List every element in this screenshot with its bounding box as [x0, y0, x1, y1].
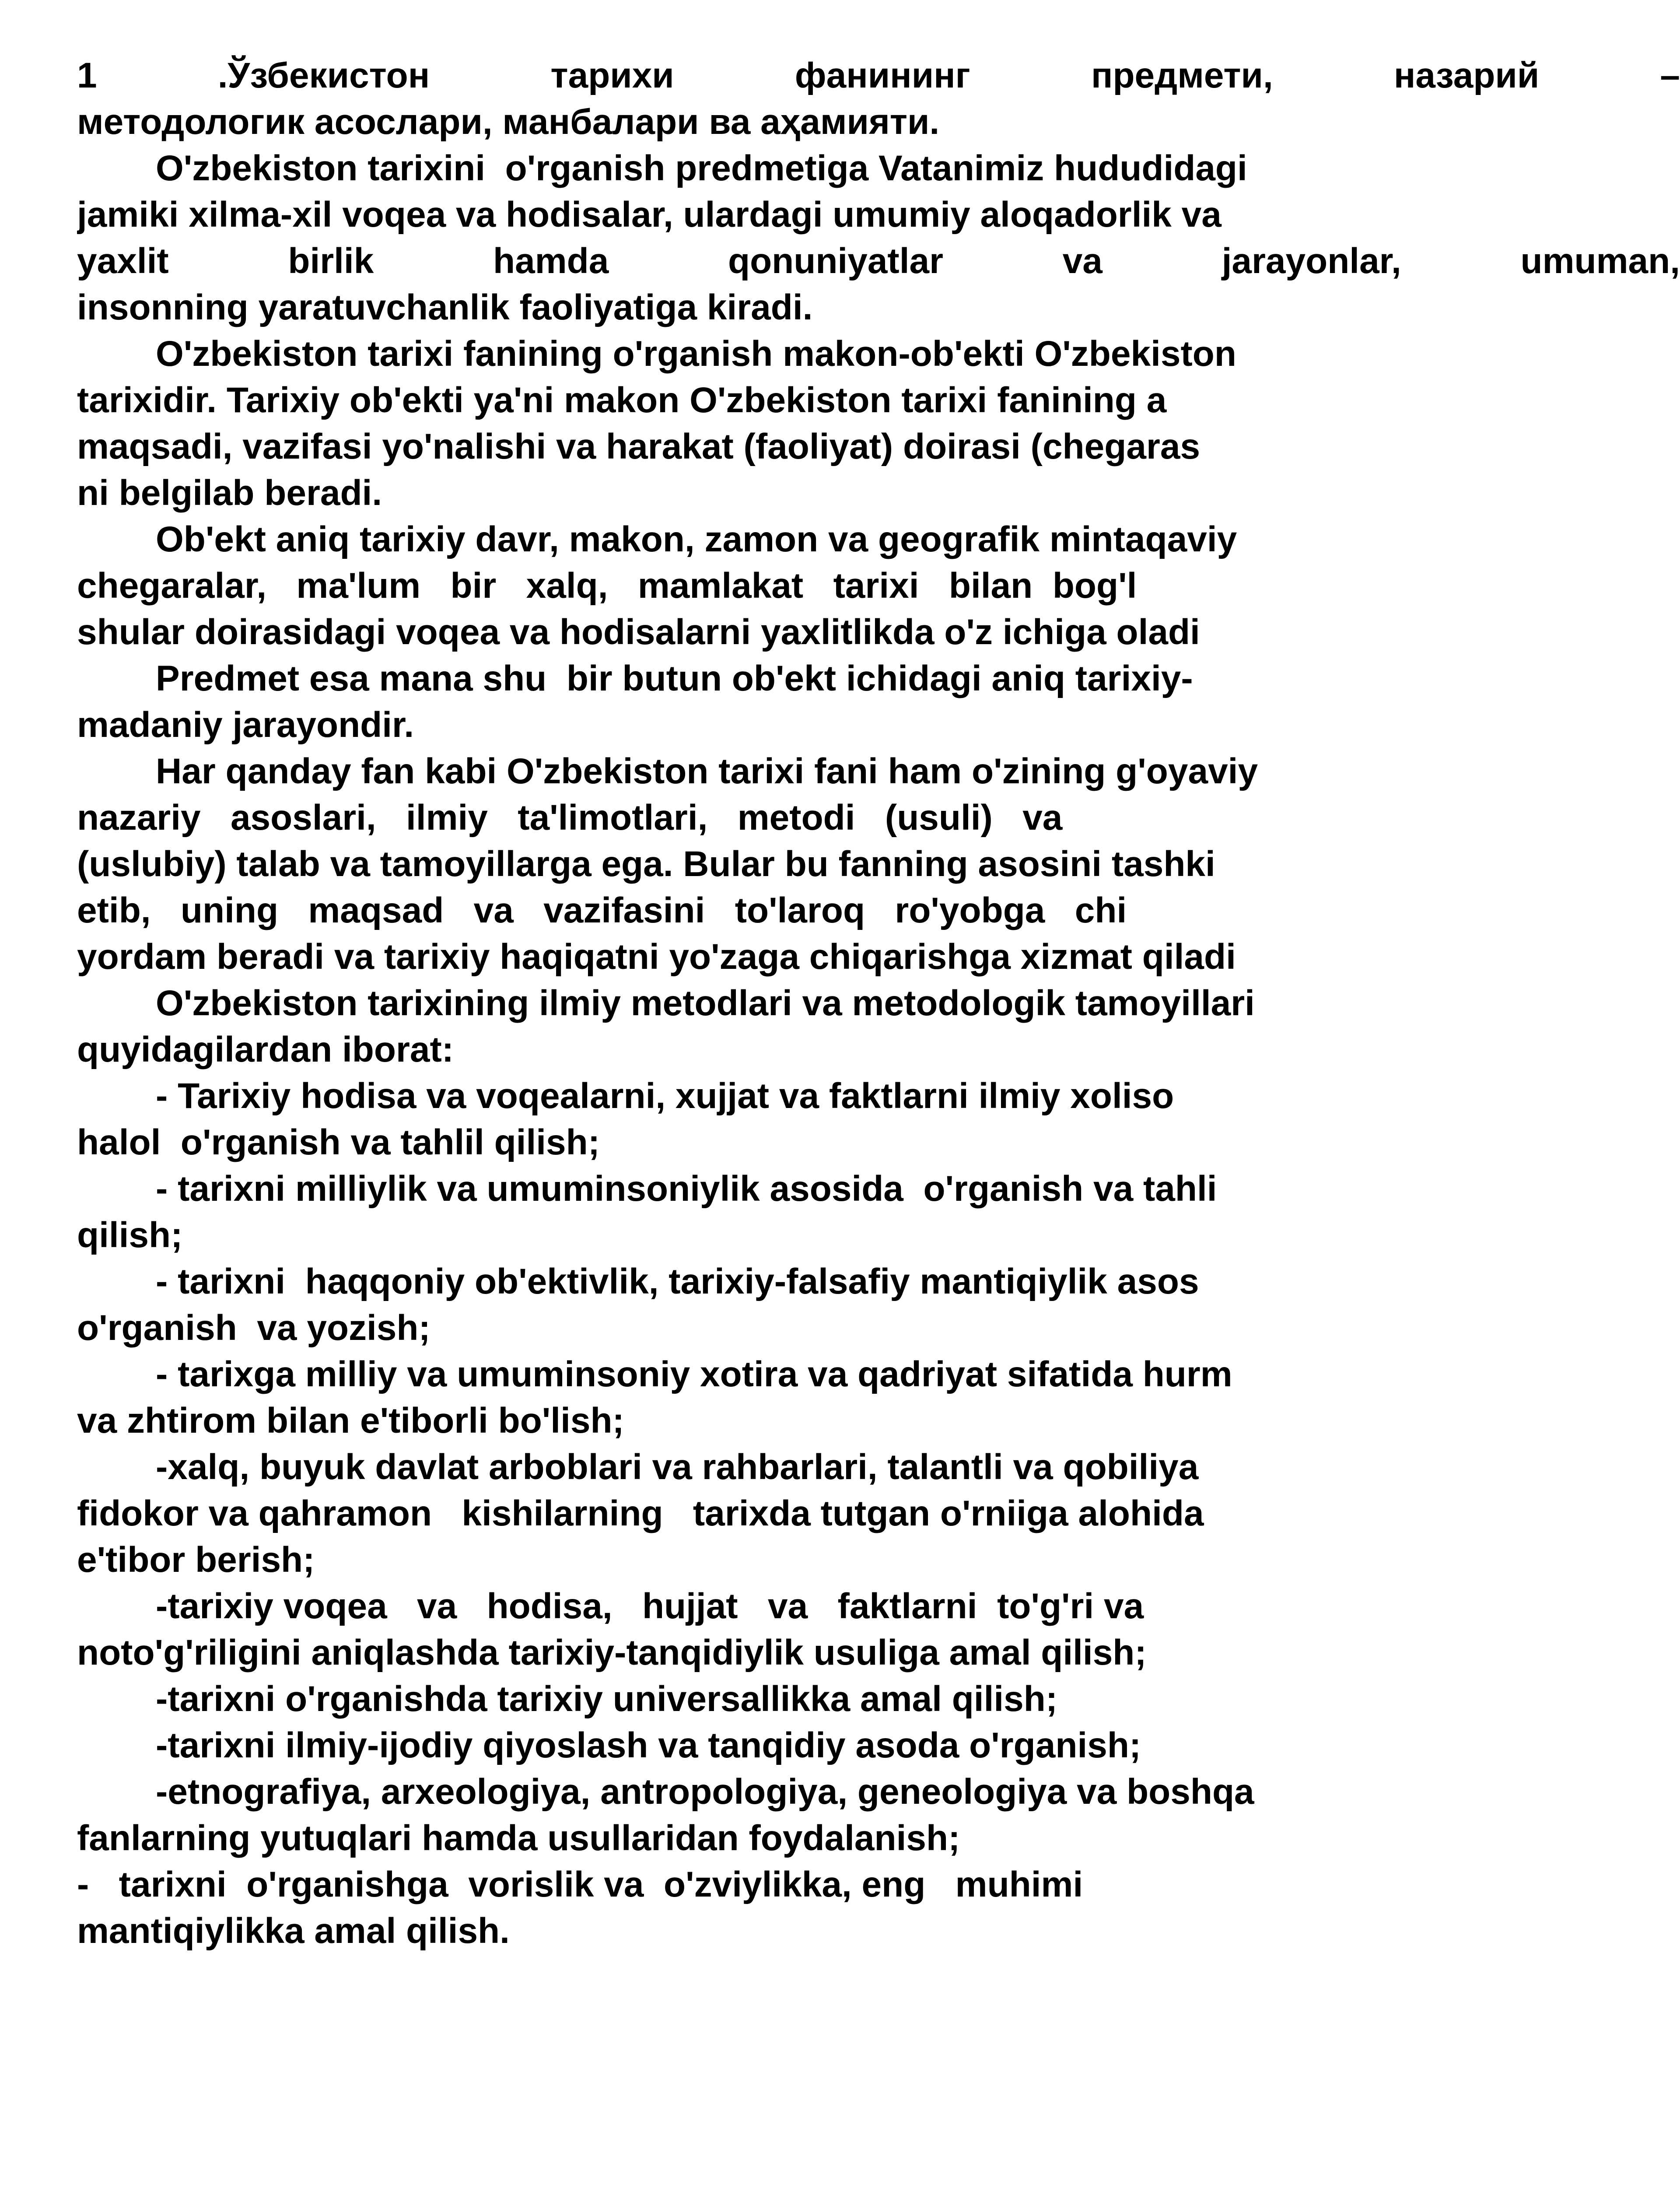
text-line: O'zbekiston tarixini o'rganish predmetiga Vatanimiz hududidagi [156, 148, 1247, 188]
text-line: методологик асослари, манбалари ва аҳамияти. [77, 102, 940, 142]
text-line: chegaralar, ma'lum bir xalq, mamlakat tarixi bilan bog'l [77, 566, 1137, 606]
text-line: Har qanday fan kabi O'zbekiston tarixi fani ham o'zining g'oyaviy [156, 751, 1258, 791]
text-line: etib, uning maqsad va vazifasini to'laroq ro'yobga chi [77, 891, 1127, 930]
text-line: maqsadi, vazifasi yo'nalishi va harakat (faoliyat) doirasi (chegaras [77, 427, 1200, 466]
document-body [77, 53, 1680, 1954]
text-line: e'tibor berish; [77, 1540, 315, 1580]
text-line: quyidagilardan iborat: [77, 1030, 454, 1069]
text-line: yordam beradi va tarixiy haqiqatni yo'zaga chiqarishga xizmat qiladi [77, 937, 1236, 977]
text-line: qilish; [77, 1215, 183, 1255]
text-line: Predmet esa mana shu bir butun ob'ekt ichidagi aniq tarixiy- [156, 659, 1193, 698]
text-line: mantiqiylikka amal qilish. [77, 1911, 510, 1951]
text-line: - tarixni haqqoniy ob'ektivlik, tarixiy-falsafiy mantiqiylik asos [156, 1262, 1199, 1301]
text-line: fidokor va qahramon kishilarning tarixda tutgan o'rniiga alohida [77, 1494, 1204, 1533]
text-line: nazariy asoslari, ilmiy ta'limotlari, metodi (usuli) va [77, 798, 1063, 838]
text-line: -etnografiya, arxeologiya, antropologiya, geneologiya va boshqa [156, 1772, 1254, 1812]
text-line: -tarixni o'rganishda tarixiy universallikka amal qilish; [156, 1679, 1058, 1719]
text-line: (uslubiy) talab va tamoyillarga ega. Bular bu fanning asosini tashki [77, 844, 1215, 884]
text-line: -tarixiy voqea va hodisa, hujjat va faktlarni to'g'ri va [156, 1586, 1144, 1626]
text-line: va zhtirom bilan e'tiborli bo'lish; [77, 1401, 624, 1441]
text-line: noto'g'riligini aniqlashda tarixiy-tanqidiylik usuliga amal qilish; [77, 1633, 1147, 1673]
text-line: madaniy jarayondir. [77, 705, 414, 745]
text-line: - tarixni milliylik va umuminsoniylik asosida o'rganish va tahli [156, 1169, 1217, 1209]
text-line: jamiki xilma-xil voqea va hodisalar, ulardagi umumiy aloqadorlik va [77, 195, 1222, 235]
text-line: shular doirasidagi voqea va hodisalarni yaxlitlikda o'z ichiga oladi [77, 612, 1200, 652]
text-line: -xalq, buyuk davlat arboblari va rahbarlari, talantli va qobiliya [156, 1447, 1199, 1487]
text-line: -tarixni ilmiy-ijodiy qiyoslash va tanqidiy asoda o'rganish; [156, 1725, 1141, 1765]
text-line: tarixidir. Tarixiy ob'ekti ya'ni makon O'zbekiston tarixi fanining a [77, 380, 1167, 420]
text-line: 1 .Ўзбекистон тарихи фанининг предмети, назарий – [77, 56, 1680, 95]
text-line: ni belgilab beradi. [77, 473, 382, 513]
text-line: - Tarixiy hodisa va voqealarni, xujjat va faktlarni ilmiy xoliso [156, 1076, 1174, 1116]
text-line: o'rganish va yozish; [77, 1308, 430, 1348]
text-line: fanlarning yutuqlari hamda usullaridan foydalanish; [77, 1818, 960, 1858]
text-line: Ob'ekt aniq tarixiy davr, makon, zamon va geografik mintaqaviy [156, 519, 1237, 559]
text-line: yaxlit birlik hamda qonuniyatlar va jarayonlar, umuman, [77, 241, 1680, 281]
text-line: - tarixni o'rganishga vorislik va o'zviylikka, eng muhimi [77, 1865, 1083, 1904]
text-line: insonning yaratuvchanlik faoliyatiga kiradi. [77, 288, 813, 327]
text-line: O'zbekiston tarixining ilmiy metodlari va metodologik tamoyillari [156, 983, 1255, 1023]
text-line: O'zbekiston tarixi fanining o'rganish makon-ob'ekti O'zbekiston [156, 334, 1236, 374]
text-line: halol o'rganish va tahlil qilish; [77, 1122, 600, 1162]
text-line: - tarixga milliy va umuminsoniy xotira va qadriyat sifatida hurm [156, 1354, 1232, 1394]
